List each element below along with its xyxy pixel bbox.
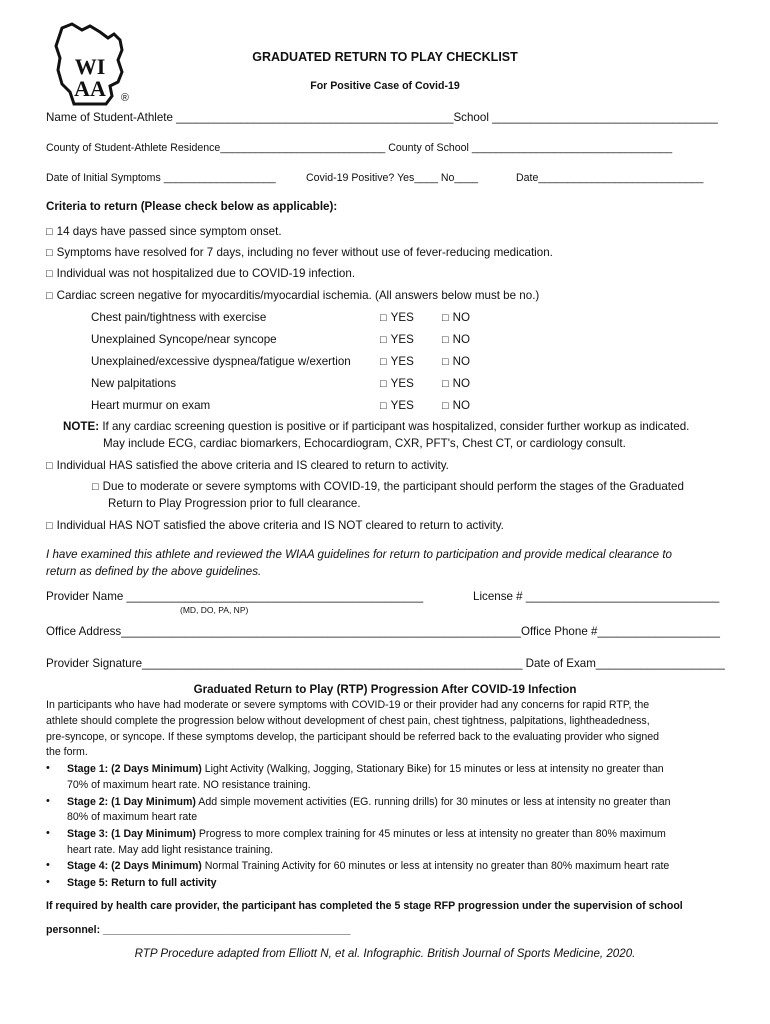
- no-option[interactable]: □ NO: [442, 355, 471, 368]
- credentials-hint: (MD, DO, PA, NP): [180, 605, 249, 615]
- yes-option[interactable]: □ YES: [380, 399, 414, 412]
- criteria-item-hospitalized[interactable]: □ Individual was not hospitalized due to COVID-19 infection.: [46, 267, 356, 280]
- yes-option[interactable]: □ YES: [380, 355, 414, 368]
- checkbox[interactable]: □: [46, 290, 53, 302]
- no-option[interactable]: □ NO: [442, 377, 471, 390]
- bullet: •: [46, 827, 50, 839]
- date-field[interactable]: Date____________________________: [516, 172, 704, 184]
- covid-positive-field[interactable]: Covid-19 Positive? Yes____ No____: [306, 172, 478, 184]
- criteria-item-cardiac[interactable]: □ Cardiac screen negative for myocarditis/myocardial ischemia. (All answers below must be no.): [46, 289, 540, 302]
- citation: RTP Procedure adapted from Elliott N, et al. Infographic. British Journal of Sports Medicine, 2020.: [134, 947, 636, 960]
- name-school-field[interactable]: Name of Student-Athlete ___________________________________________School ___________________________________: [46, 111, 718, 124]
- page-subtitle: For Positive Case of Covid-19: [310, 80, 460, 92]
- criteria-item-14-days[interactable]: □ 14 days have passed since symptom onset.: [46, 225, 282, 238]
- office-field[interactable]: Office Address______________________________________________________________Office Phone #___________________: [46, 625, 720, 638]
- checkbox[interactable]: □: [46, 247, 53, 259]
- registered-mark: ®: [121, 92, 129, 104]
- license-field[interactable]: License # ______________________________: [473, 590, 720, 603]
- rtp-intro-4: the form.: [46, 746, 88, 758]
- rtp-intro-2: athlete should complete the progression below without development of chest pain, chest tightness, palpitations, lightheadedness,: [46, 715, 650, 727]
- moderate-severe-cont: Return to Play Progression prior to full clearance.: [108, 497, 361, 510]
- stage-4: Stage 4: (2 Days Minimum) Normal Training Activity for 60 minutes or less at intensity no greater than 80% maximum heart rate: [67, 860, 670, 872]
- note-line-1: NOTE: If any cardiac screening question is positive or if participant was hospitalized, consider further workup as indicated.: [63, 420, 690, 433]
- provider-name-field[interactable]: Provider Name ______________________________________________: [46, 590, 424, 603]
- bullet: •: [46, 795, 50, 807]
- rtp-heading: Graduated Return to Play (RTP) Progression After COVID-19 Infection: [193, 683, 577, 696]
- yes-option[interactable]: □ YES: [380, 333, 414, 346]
- rtp-intro-1: In participants who have had moderate or severe symptoms with COVID-19 or their provider had any concerns for rapid RTP, the: [46, 699, 650, 711]
- cardiac-question: Unexplained Syncope/near syncope: [91, 333, 277, 346]
- svg-text:AA: AA: [74, 76, 106, 101]
- no-option[interactable]: □ NO: [442, 399, 471, 412]
- no-option[interactable]: □ NO: [442, 311, 471, 324]
- cleared-option[interactable]: □ Individual HAS satisfied the above criteria and IS cleared to return to activity.: [46, 459, 449, 472]
- cardiac-question: New palpitations: [91, 377, 177, 390]
- attestation-line-1: I have examined this athlete and reviewed the WIAA guidelines for return to participation and provide medical clearance to: [46, 548, 672, 561]
- county-field[interactable]: County of Student-Athlete Residence____________________________ County of School __________________________________: [46, 142, 673, 154]
- stage-5: Stage 5: Return to full activity: [67, 877, 217, 889]
- bullet: •: [46, 762, 50, 774]
- checkbox[interactable]: □: [46, 226, 53, 238]
- criteria-heading: Criteria to return (Please check below as applicable):: [46, 200, 338, 213]
- personnel-field[interactable]: personnel: __________________________________________: [46, 924, 351, 936]
- yes-option[interactable]: □ YES: [380, 311, 414, 324]
- cardiac-question: Unexplained/excessive dyspnea/fatigue w/exertion: [91, 355, 351, 368]
- cardiac-question: Heart murmur on exam: [91, 399, 211, 412]
- checkbox[interactable]: □: [46, 268, 53, 280]
- svg-text:WI: WI: [74, 54, 106, 79]
- stage-3: Stage 3: (1 Day Minimum) Progress to more complex training for 45 minutes or less at intensity no greater than 80% maximum: [67, 828, 666, 840]
- rtp-intro-3: pre-syncope, or syncope. If these symptoms develop, the participant should be referred back to the evaluating provider who signed: [46, 731, 660, 743]
- page-title: GRADUATED RETURN TO PLAY CHECKLIST: [252, 50, 518, 64]
- stage-2-cont: 80% of maximum heart rate: [67, 811, 198, 823]
- no-option[interactable]: □ NO: [442, 333, 471, 346]
- stage-2: Stage 2: (1 Day Minimum) Add simple movement activities (EG. running drills) for 30 minutes or less at intensity no greater than: [67, 796, 671, 808]
- attestation-line-2: return as defined by the above guidelines.: [46, 565, 262, 578]
- stage-3-cont: heart rate. May add light resistance training.: [67, 844, 274, 856]
- symptoms-date-field[interactable]: Date of Initial Symptoms ___________________: [46, 172, 276, 184]
- rtp-footer-1: If required by health care provider, the participant has completed the 5 stage RFP progression under the supervision of school: [46, 900, 683, 912]
- criteria-item-symptoms[interactable]: □ Symptoms have resolved for 7 days, including no fever without use of fever-reducing medication.: [46, 246, 553, 259]
- stage-1: Stage 1: (2 Days Minimum) Light Activity (Walking, Jogging, Stationary Bike) for 15 minutes or less at intensity no greater than: [67, 763, 664, 775]
- note-line-2: May include ECG, cardiac biomarkers, Echocardiogram, CXR, PFT's, Chest CT, or cardiology consult.: [103, 437, 626, 450]
- not-cleared-option[interactable]: □ Individual HAS NOT satisfied the above criteria and IS NOT cleared to return to activity.: [46, 519, 504, 532]
- signature-field[interactable]: Provider Signature___________________________________________________________ Date of Exam____________________: [46, 657, 725, 670]
- moderate-severe-option[interactable]: □ Due to moderate or severe symptoms with COVID-19, the participant should perform the stages of the Graduated: [92, 480, 684, 493]
- bullet: •: [46, 859, 50, 871]
- stage-1-cont: 70% of maximum heart rate. NO resistance training.: [67, 779, 311, 791]
- bullet: •: [46, 876, 50, 888]
- yes-option[interactable]: □ YES: [380, 377, 414, 390]
- cardiac-question: Chest pain/tightness with exercise: [91, 311, 267, 324]
